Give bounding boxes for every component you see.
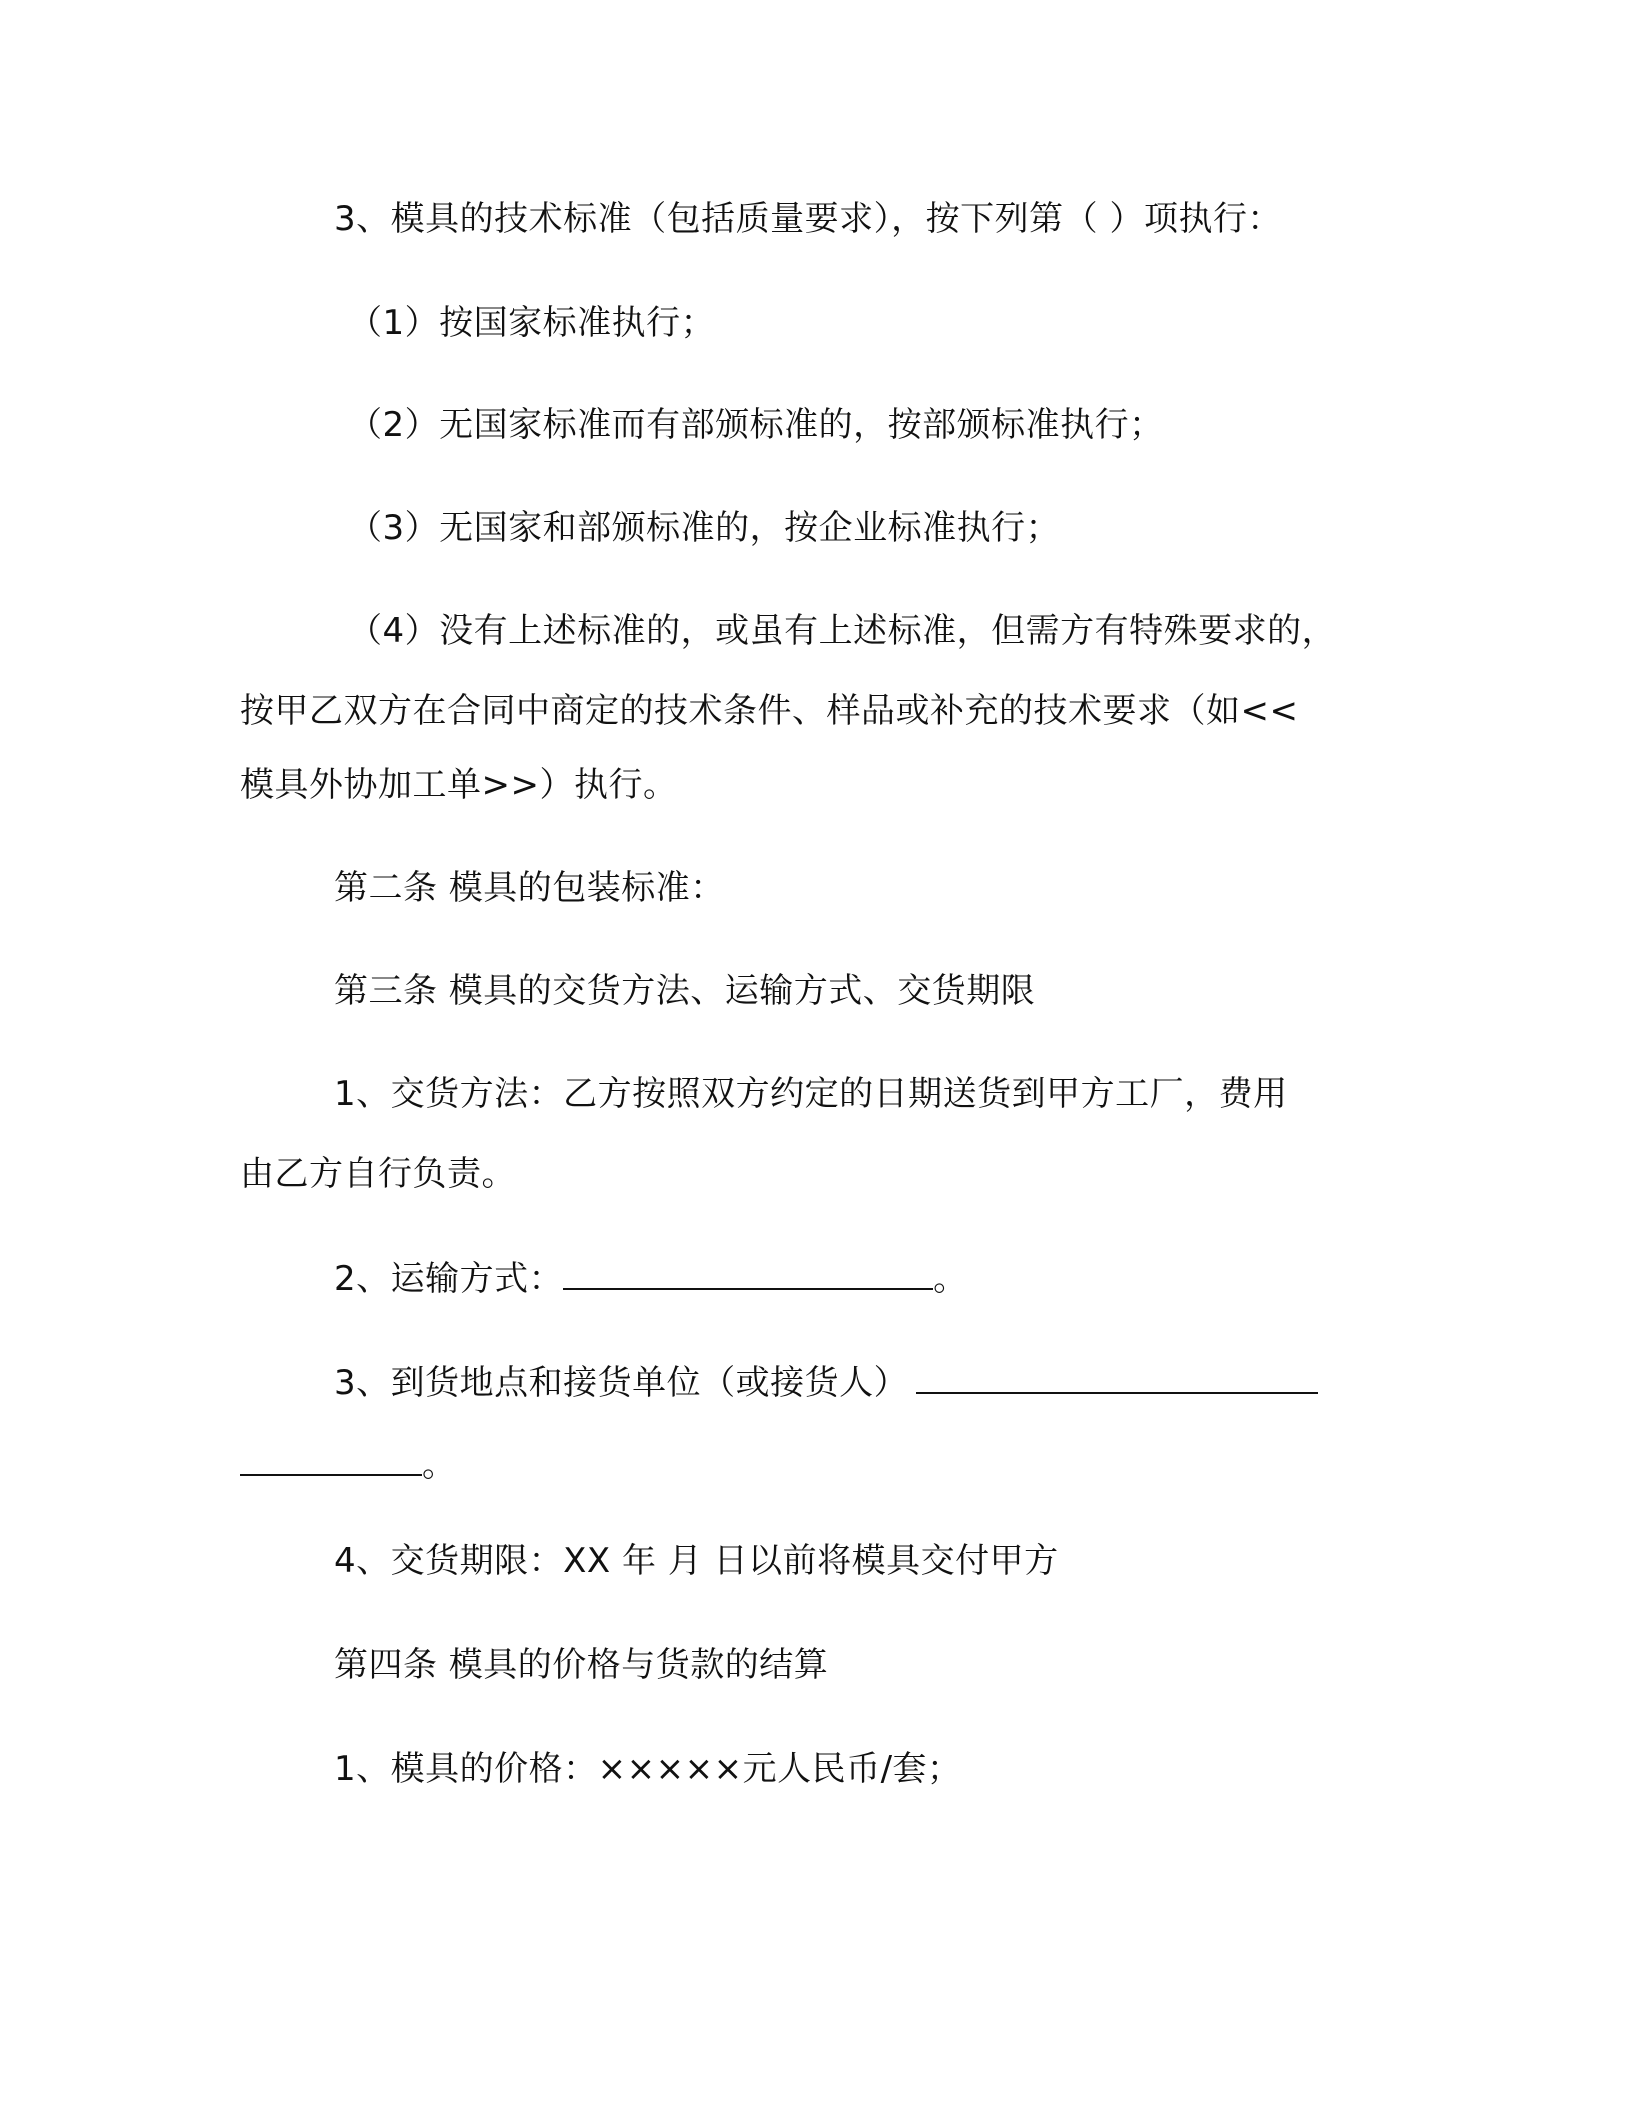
standard-option-1: （1）按国家标准执行； (348, 303, 716, 343)
transport-method-end: 。 (933, 1259, 968, 1299)
standard-option-2: （2）无国家标准而有部颁标准的，按部颁标准执行； (348, 405, 1164, 445)
clause-3-technical-standard: 3、模具的技术标准（包括质量要求），按下列第（ ）项执行： (334, 199, 1282, 239)
delivery-location-blank (916, 1358, 1318, 1394)
article-2-packaging: 第二条 模具的包装标准： (334, 868, 725, 908)
article-4-price: 第四条 模具的价格与货款的结算 (334, 1645, 829, 1685)
delivery-deadline: 4、交货期限：XX 年 月 日以前将模具交付甲方 (334, 1541, 1059, 1581)
delivery-location (240, 1358, 1494, 1406)
standard-option-3: （3）无国家和部颁标准的，按企业标准执行； (348, 508, 1061, 548)
standard-option-4-line2: 按甲乙双方在合同中商定的技术条件、样品或补充的技术要求（如<< (240, 691, 1299, 731)
delivery-location-end: 。 (422, 1445, 457, 1485)
delivery-location-label: 3、到货地点和接货单位（或接货人） (334, 1363, 909, 1403)
article-3-delivery: 第三条 模具的交货方法、运输方式、交货期限 (334, 971, 1036, 1011)
delivery-location-cont (240, 1440, 1400, 1488)
delivery-location-blank-cont (240, 1440, 422, 1476)
transport-method (240, 1254, 1494, 1302)
standard-option-4-line3: 模具外协加工单>>）执行。 (240, 765, 678, 805)
delivery-method-line1: 1、交货方法：乙方按照双方约定的日期送货到甲方工厂，费用 (334, 1074, 1288, 1114)
standard-option-4-line1: （4）没有上述标准的，或虽有上述标准，但需方有特殊要求的， (348, 611, 1337, 651)
mold-price: 1、模具的价格：×××××元人民币/套； (334, 1749, 962, 1789)
delivery-method-line2: 由乙方自行负责。 (240, 1154, 516, 1194)
transport-method-label: 2、运输方式： (334, 1259, 564, 1299)
transport-method-blank (563, 1254, 933, 1290)
